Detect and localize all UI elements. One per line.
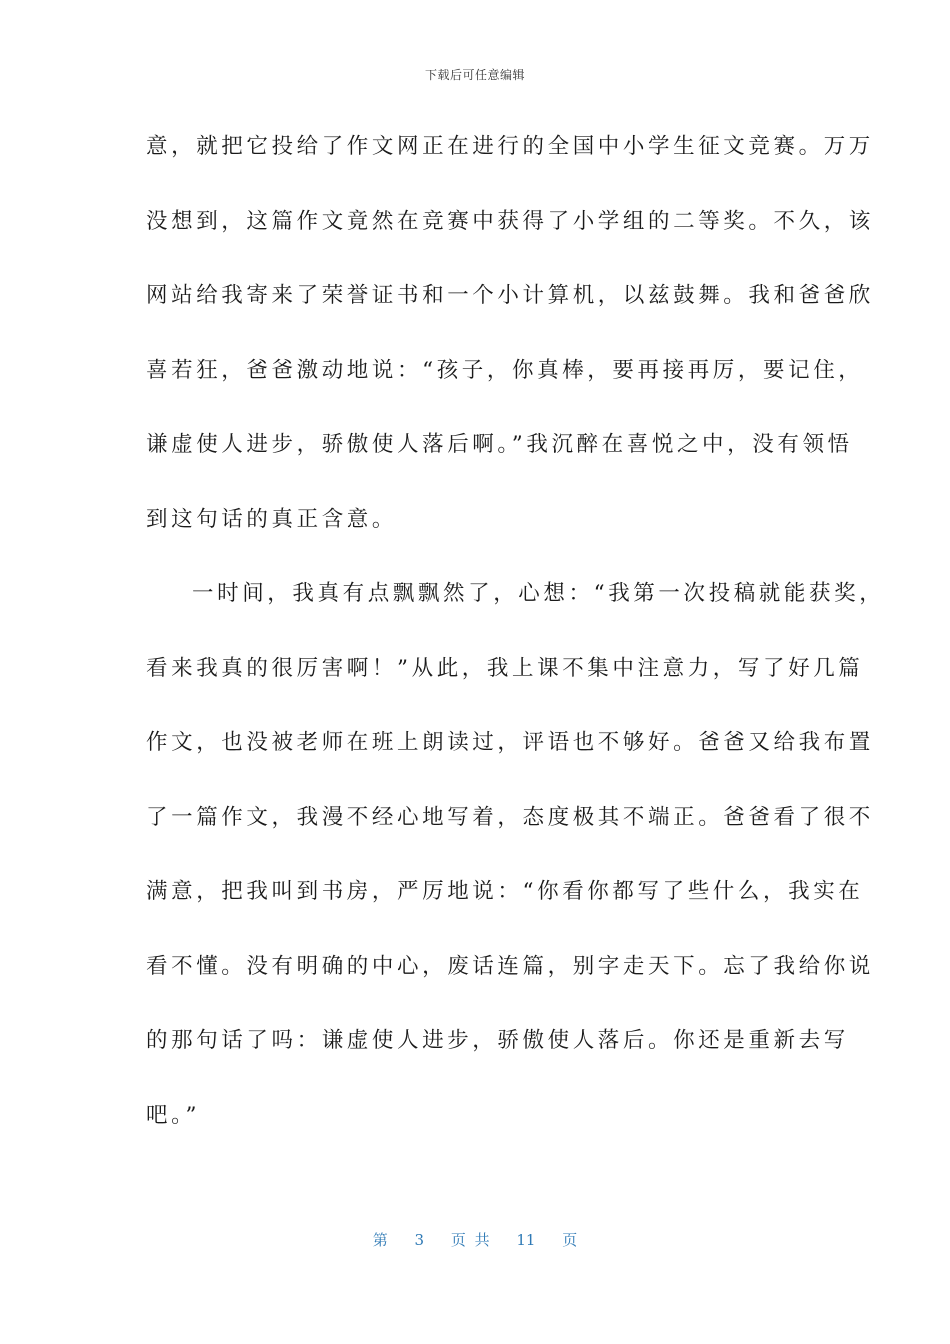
paragraph-line: 谦虚使人进步，骄傲使人落后啊。”我沉醉在喜悦之中，没有领悟	[146, 432, 853, 457]
paragraph-line: 吧。”	[146, 1102, 201, 1128]
paragraph-line: 网站给我寄来了荣誉证书和一个小计算机，以兹鼓舞。我和爸爸欣	[146, 283, 874, 308]
paragraph-line: 意，就把它投给了作文网正在进行的全国中小学生征文竞赛。万万	[146, 134, 874, 159]
paragraph-line: 没想到，这篇作文竟然在竞赛中获得了小学组的二等奖。不久，该	[146, 208, 874, 234]
footer-prefix: 第	[372, 1231, 388, 1249]
current-page-number: 3	[414, 1231, 425, 1249]
document-body	[146, 119, 885, 1162]
paragraph-line: 喜若狂，爸爸激动地说：“孩子，你真棒，要再接再厉，要记住，	[146, 357, 864, 383]
footer-suffix: 页	[562, 1231, 578, 1249]
paragraph-line: 满意，把我叫到书房，严厉地说：“你看你都写了些什么，我实在	[146, 879, 864, 904]
paragraph-line: 到这句话的真正含意。	[146, 506, 398, 532]
paragraph-line: 的那句话了吗：谦虚使人进步，骄傲使人落后。你还是重新去写	[146, 1028, 849, 1053]
paragraph-line: 一时间，我真有点飘飘然了，心想：“我第一次投稿就能获奖，	[192, 581, 885, 606]
total-pages-number: 11	[516, 1231, 536, 1249]
paragraph-line: 看来我真的很厉害啊！”从此，我上课不集中注意力，写了好几篇	[146, 655, 864, 681]
page-footer	[0, 1229, 950, 1250]
paragraph-line: 看不懂。没有明确的中心，废话连篇，别字走天下。忘了我给你说	[146, 953, 874, 979]
paragraph-line: 作文，也没被老师在班上朗读过，评语也不够好。爸爸又给我布置	[146, 730, 874, 755]
footer-middle: 页 共	[450, 1231, 490, 1249]
paragraph-line: 了一篇作文，我漫不经心地写着，态度极其不端正。爸爸看了很不	[146, 804, 874, 830]
page-header: 下载后可任意编辑	[424, 68, 525, 82]
